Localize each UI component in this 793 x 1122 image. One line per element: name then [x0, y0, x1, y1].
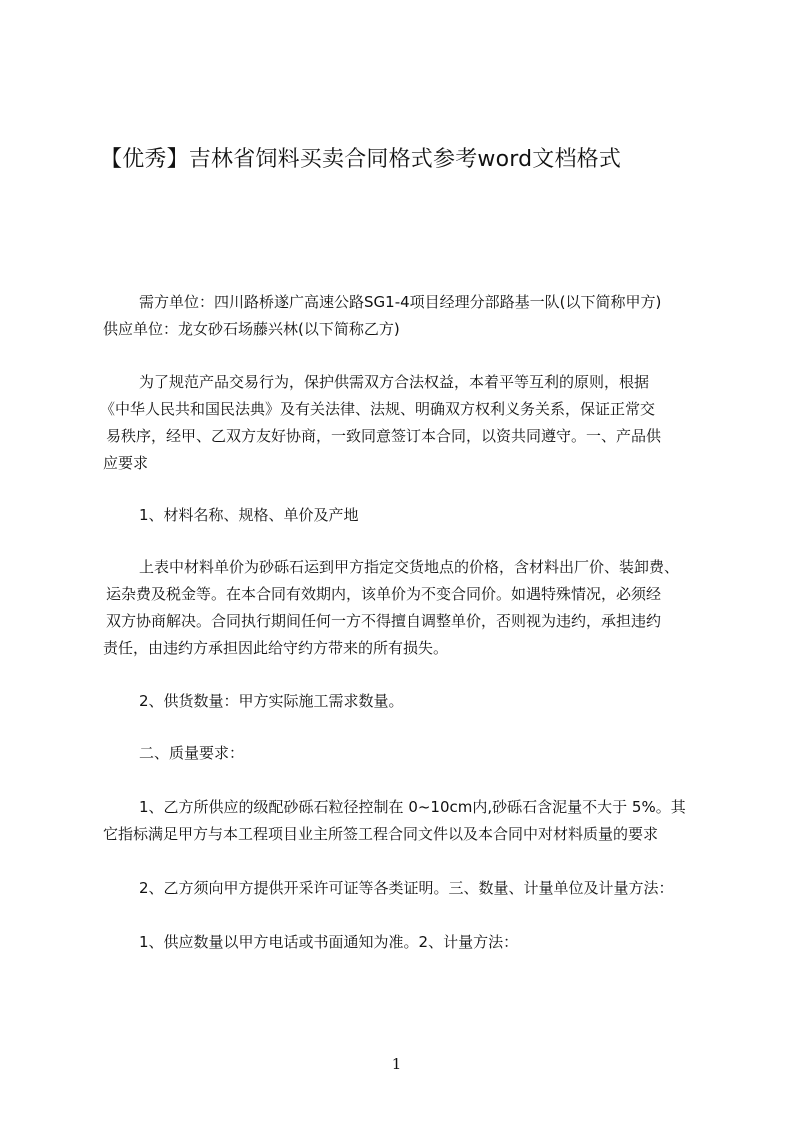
supply-quantity-line: 2、供货数量：甲方实际施工需求数量。: [139, 692, 404, 710]
price-line-4: 责任，由违约方承担因此给守约方带来的所有损失。: [103, 639, 449, 657]
quality-section-heading: 二、质量要求：: [139, 744, 245, 762]
page-number: 1: [391, 1055, 402, 1073]
quality-line-2: 2、乙方须向甲方提供开采许可证等各类证明。三、数量、计量单位及计量方法：: [139, 879, 674, 897]
intro-line-4: 应要求: [103, 454, 149, 472]
quality-line-1b: 它指标满足甲方与本工程项目业主所签工程合同文件以及本合同中对材料质量的要求: [103, 825, 659, 843]
price-line-3: 双方协商解决。合同执行期间任何一方不得擅自调整单价，否则视为违约，承担违约: [106, 612, 662, 630]
buyer-line: 需方单位：四川路桥遂广高速公路SG1-4项目经理分部路基一队(以下简称甲方): [139, 293, 662, 311]
price-line-1: 上表中材料单价为砂砾石运到甲方指定交货地点的价格，含材料出厂价、装卸费、: [139, 558, 680, 576]
supplier-line: 供应单位：龙女砂石场藤兴林(以下简称乙方): [103, 320, 400, 338]
price-line-2: 运杂费及税金等。在本合同有效期内，该单价为不变合同价。如遇特殊情况，必须经: [106, 585, 662, 603]
intro-line-3: 易秩序，经甲、乙双方友好协商，一致同意签订本合同，以资共同遵守。一、产品供: [106, 427, 662, 445]
material-item-line: 1、材料名称、规格、单价及产地: [139, 506, 359, 524]
quality-line-1a: 1、乙方所供应的级配砂砾石粒径控制在 0~10cm内,砂砾石含泥量不大于 5%。其: [139, 798, 686, 816]
intro-line-1: 为了规范产品交易行为，保护供需双方合法权益，本着平等互利的原则，根据: [139, 373, 650, 391]
quantity-line-1: 1、供应数量以甲方电话或书面通知为准。2、计量方法：: [139, 933, 519, 951]
intro-line-2: 《中华人民共和国民法典》及有关法律、法规、明确双方权利义务关系，保证正常交: [100, 400, 656, 418]
document-title: 【优秀】吉林省饲料买卖合同格式参考word文档格式: [100, 147, 622, 172]
